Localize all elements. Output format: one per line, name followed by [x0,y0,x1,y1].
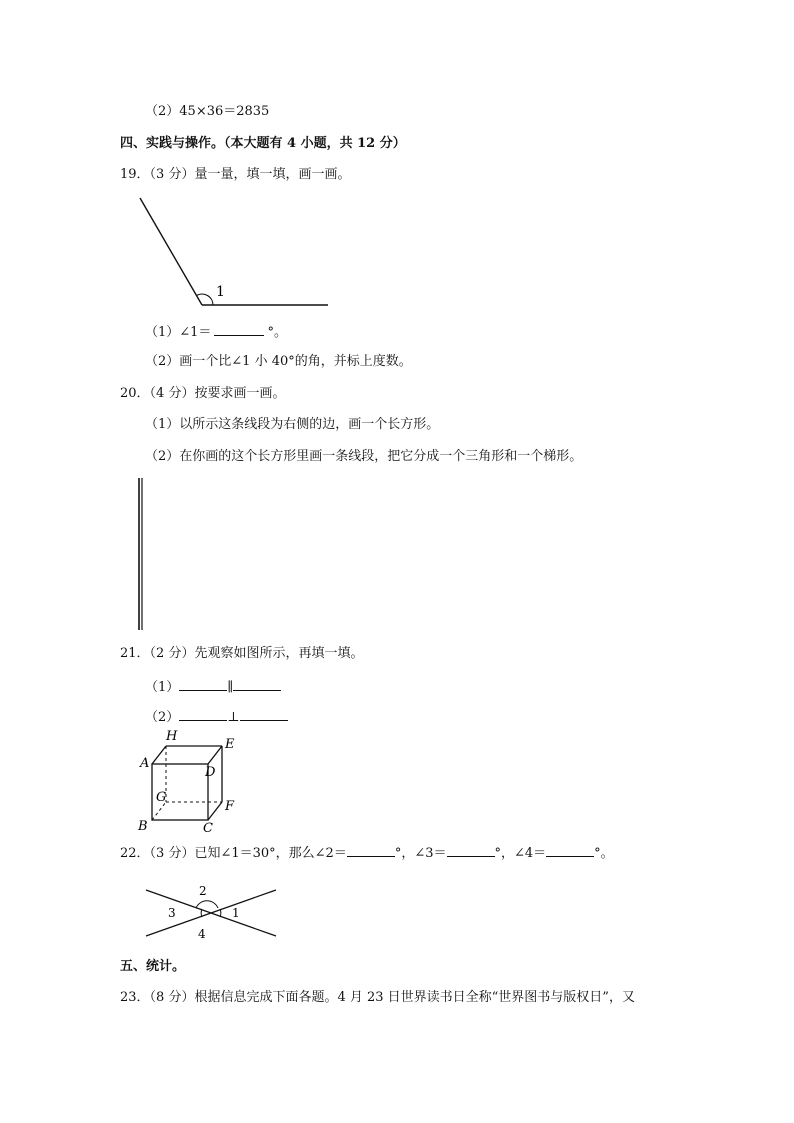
q22-mid2: °，∠4＝ [494,846,547,861]
q22-angle-label-3: 3 [168,906,176,920]
section-4-heading: 四、实践与操作。（本大题有 4 小题，共 12 分） [120,136,406,151]
q21-part1-prefix: （1） [145,680,180,695]
q19-part1 [145,322,287,342]
q19-part2: （2）画一个比∠1 小 40°的角，并标上度数。 [145,354,412,369]
q19-part1-prefix: （1）∠1＝ [145,325,212,340]
q19-angle-label: 1 [216,284,225,300]
q22-stem-prefix: 22．（3 分）已知∠1＝30°，那么∠2＝ [120,846,347,861]
cube-label-d: D [205,765,216,780]
cube-label-a: A [140,756,150,771]
q19-angle-figure [130,190,350,320]
cube-label-h: H [166,729,178,744]
q22-intersecting-lines-figure [140,878,280,944]
q21-part1-blank-left[interactable] [179,677,227,691]
cube-label-f: F [225,799,235,814]
q22-end: °。 [594,846,614,861]
q21-cube-figure [130,726,250,838]
q21-stem: 21．（2 分）先观察如图所示，再填一填。 [120,646,364,661]
q20-part2: （2）在你画的这个长方形里画一条线段，把它分成一个三角形和一个梯形。 [145,449,583,464]
q23-stem: 23．（8 分）根据信息完成下面各题。4 月 23 日世界读书日全称“世界图书与版权日”，又 [120,990,635,1005]
q20-stem: 20．（4 分）按要求画一画。 [120,386,286,401]
q21-part2-prefix: （2） [145,710,180,725]
q22-angle-label-1: 1 [232,906,240,920]
cube-label-c: C [203,821,213,836]
q21-part2-blank-right[interactable] [240,707,288,721]
q22-angle-label-2: 2 [199,884,207,898]
q19-stem: 19．（3 分）量一量，填一填，画一画。 [120,167,351,182]
parallel-symbol: ∥ [227,680,234,695]
q19-part1-suffix: °。 [267,325,287,340]
q22-mid1: °，∠3＝ [394,846,447,861]
q21-part1-blank-right[interactable] [233,677,281,691]
q22-angle2-blank[interactable] [347,843,395,857]
q21-part1 [145,677,281,697]
cube-label-b: B [138,819,148,834]
q22-angle3-blank[interactable] [447,843,495,857]
cube-label-e: E [225,737,235,752]
q22-stem [120,843,614,863]
q21-part2-blank-left[interactable] [179,707,227,721]
q19-answer-blank[interactable] [214,322,264,336]
cube-label-g: G [156,790,167,805]
q20-segment-figure [135,476,147,634]
section-5-heading: 五、统计。 [120,959,186,974]
q20-part1: （1）以所示这条线段为右侧的边，画一个长方形。 [145,417,440,432]
previous-answer-line: （2）45×36＝2835 [145,104,270,119]
perpendicular-symbol: ⊥ [227,710,240,725]
q22-angle4-blank[interactable] [546,843,594,857]
q21-part2 [145,707,288,727]
q22-angle-label-4: 4 [198,927,206,941]
